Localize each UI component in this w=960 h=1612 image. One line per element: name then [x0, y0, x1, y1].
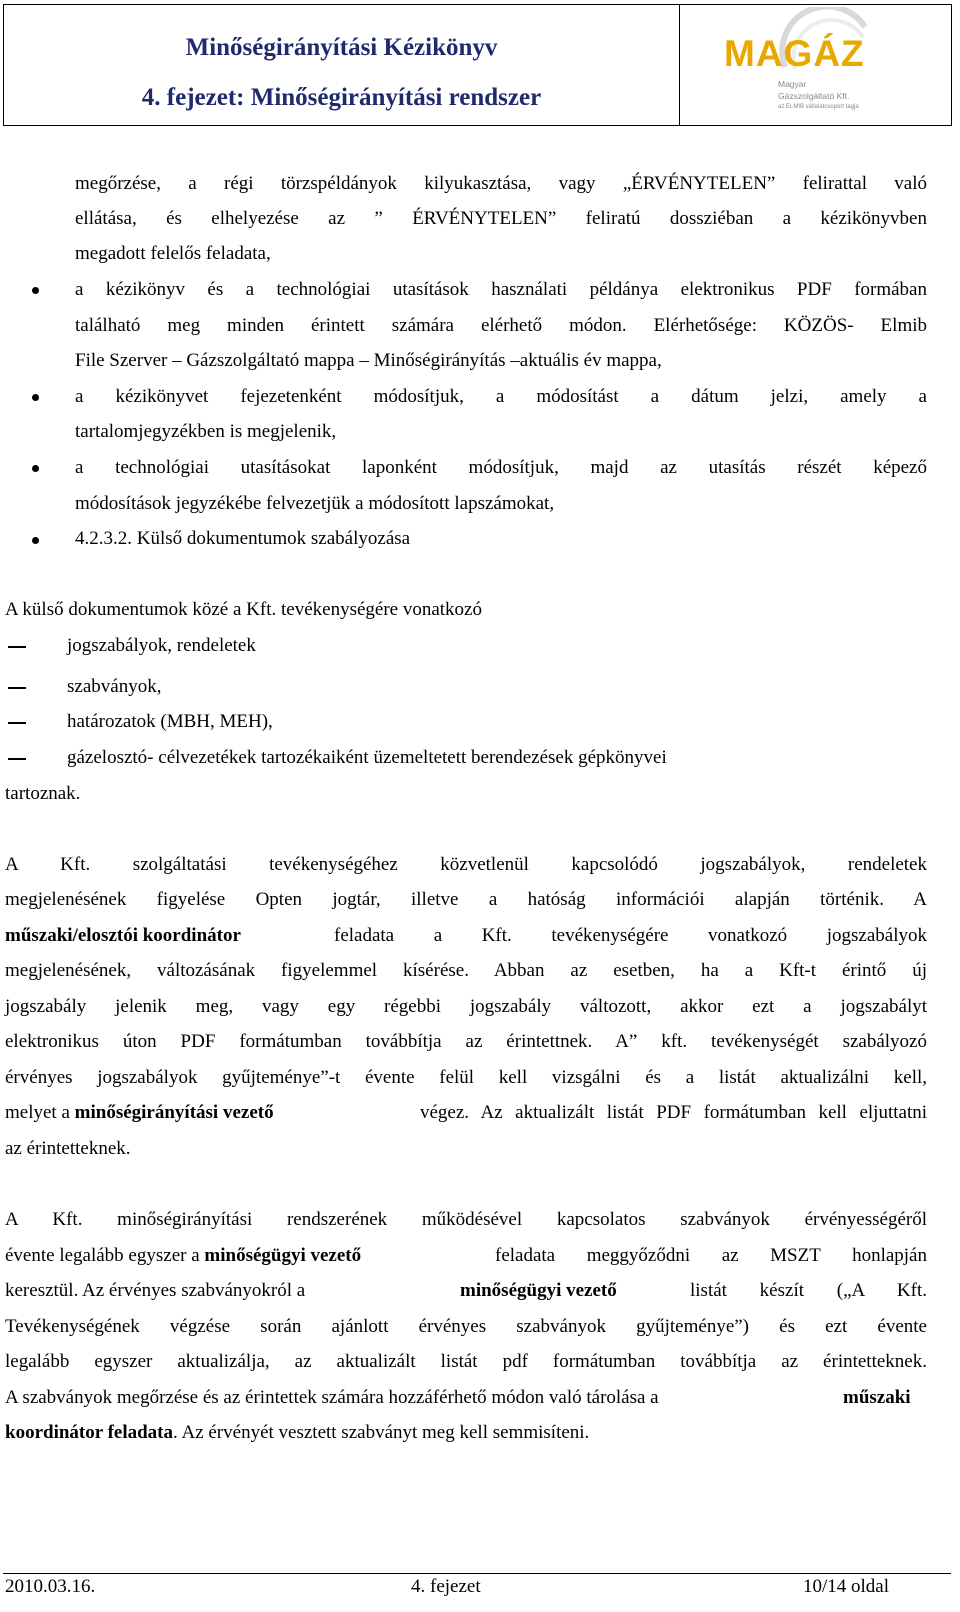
- bullet-text: a technológiai utasításokat laponként módosítjuk, majd az utasítás részét képező: [75, 457, 927, 478]
- paragraph-line: keresztül. Az érvényes szabványokról a: [5, 1280, 306, 1301]
- role-bold: műszaki/elosztói koordinátor: [5, 925, 241, 946]
- paragraph-line: A szabványok megőrzése és az érintettek számára hozzáférhető módon való tárolása a: [5, 1387, 659, 1408]
- bullet-text: található meg minden érintett számára elérhető módon. Elérhetősége: KÖZÖS- Elmib: [75, 315, 927, 336]
- bullet-icon: [32, 537, 39, 544]
- paragraph-line: koordinátor feladata. Az érvényét vesztett szabványt meg kell semmisíteni.: [5, 1422, 590, 1443]
- list-item: határozatok (MBH, MEH),: [67, 711, 273, 732]
- document-title: Minőségirányítási Kézikönyv: [185, 34, 498, 61]
- paragraph-line: Tevékenységének végzése során ajánlott érvényes szabványok gyűjteménye”) és ezt évente: [5, 1316, 927, 1337]
- list-item: szabványok,: [67, 676, 162, 697]
- paragraph-line: jogszabály jelenik meg, vagy egy régebbi jogszabály változott, akkor ezt a jogszabályt: [5, 996, 927, 1017]
- bullet-icon: [32, 465, 39, 472]
- footer-divider: [3, 1573, 951, 1574]
- paragraph-bold: minőségügyi vezető: [460, 1280, 617, 1301]
- chapter-title: 4. fejezet: Minőségirányítási rendszer: [141, 84, 542, 111]
- paragraph-line: évente legalább egyszer a minőségügyi vezető: [5, 1245, 362, 1266]
- dash-icon: [8, 758, 26, 760]
- paragraph-line: feladata a Kft. tevékenységére vonatkozó jogszabályok: [334, 925, 927, 946]
- logo-line-1: Magyar: [778, 79, 807, 89]
- company-logo: [680, 5, 951, 125]
- text-line: ellátása, és elhelyezése az ” ÉRVÉNYTELEN” feliratú dossziéban a kézikönyvben: [75, 208, 927, 229]
- paragraph-line: legalább egyszer aktualizálja, az aktualizált listát pdf formátumban továbbítja az érintetteknek.: [5, 1351, 927, 1372]
- paragraph-bold: műszaki: [843, 1387, 911, 1408]
- bullet-text: a kézikönyv és a technológiai utasítások használati példánya elektronikus PDF formában: [75, 279, 927, 300]
- logo-line-3: az ELMIB vállalatcsoport tagja: [778, 104, 859, 110]
- header-title-cell: [4, 5, 680, 125]
- bullet-text: tartalomjegyzékben is megjelenik,: [75, 421, 337, 442]
- dash-icon: [8, 646, 26, 648]
- paragraph-line: A Kft. minőségirányítási rendszerének működésével kapcsolatos szabványok érvényességéről: [5, 1209, 927, 1230]
- dash-icon: [8, 687, 26, 689]
- footer-page-number: 10/14 oldal: [803, 1576, 890, 1597]
- paragraph-line: A Kft. szolgáltatási tevékenységéhez közvetlenül kapcsolódó jogszabályok, rendeletek: [5, 854, 927, 875]
- paragraph-line: listát készít („A Kft.: [690, 1280, 927, 1301]
- paragraph-line: feladata meggyőződni az MSZT honlapján: [495, 1245, 927, 1266]
- paragraph-line: végez. Az aktualizált listát PDF formátumban kell eljuttatni: [420, 1102, 927, 1123]
- paragraph-line: az érintetteknek.: [5, 1138, 131, 1159]
- bullet-text: a kézikönyvet fejezetenként módosítjuk, a módosítást a dátum jelzi, amely a: [75, 386, 927, 407]
- bullet-icon: [32, 287, 39, 294]
- paragraph-line: elektronikus úton PDF formátumban továbbítja az érintettnek. A” kft. tevékenységét szabályozó: [5, 1031, 927, 1052]
- paragraph-line: megjelenésének, változásának figyelemmel kísérése. Abban az esetben, ha a Kft-t érintő új: [5, 960, 927, 981]
- section-heading: 4.2.3.2. Külső dokumentumok szabályozása: [75, 528, 411, 549]
- text-line: megadott felelős feladata,: [75, 243, 271, 264]
- bullet-text: File Szerver – Gázszolgáltató mappa – Minőségirányítás –aktuális év mappa,: [75, 350, 662, 371]
- bullet-text: módosítások jegyzékébe felvezetjük a módosított lapszámokat,: [75, 493, 555, 514]
- dash-icon: [8, 722, 26, 724]
- bullet-icon: [32, 394, 39, 401]
- intro-text: A külső dokumentumok közé a Kft. tevékenységére vonatkozó: [5, 599, 482, 620]
- footer-chapter: 4. fejezet: [411, 1576, 481, 1597]
- page-header: [3, 4, 952, 126]
- list-item: gázelosztó- célvezetékek tartozékaiként üzemeltetett berendezések gépkönyvei: [67, 747, 667, 768]
- paragraph-line: megjelenésének figyelése Opten jogtár, illetve a hatóság információi alapján történik. A: [5, 889, 927, 910]
- footer-date: 2010.03.16.: [5, 1576, 96, 1597]
- logo-wordmark: MAGÁZ: [724, 33, 865, 74]
- paragraph-line: érvényes jogszabályok gyűjteménye”-t évente felül kell vizsgálni és a listát aktualizálni kell,: [5, 1067, 927, 1088]
- paragraph-line: melyet a minőségirányítási vezető: [5, 1102, 274, 1123]
- text-line: tartoznak.: [5, 783, 81, 804]
- logo-line-2: Gázszolgáltató Kft.: [778, 91, 850, 101]
- text-line: megőrzése, a régi törzspéldányok kilyukasztása, vagy „ÉRVÉNYTELEN” felirattal való: [75, 173, 927, 194]
- list-item: jogszabályok, rendeletek: [67, 635, 256, 656]
